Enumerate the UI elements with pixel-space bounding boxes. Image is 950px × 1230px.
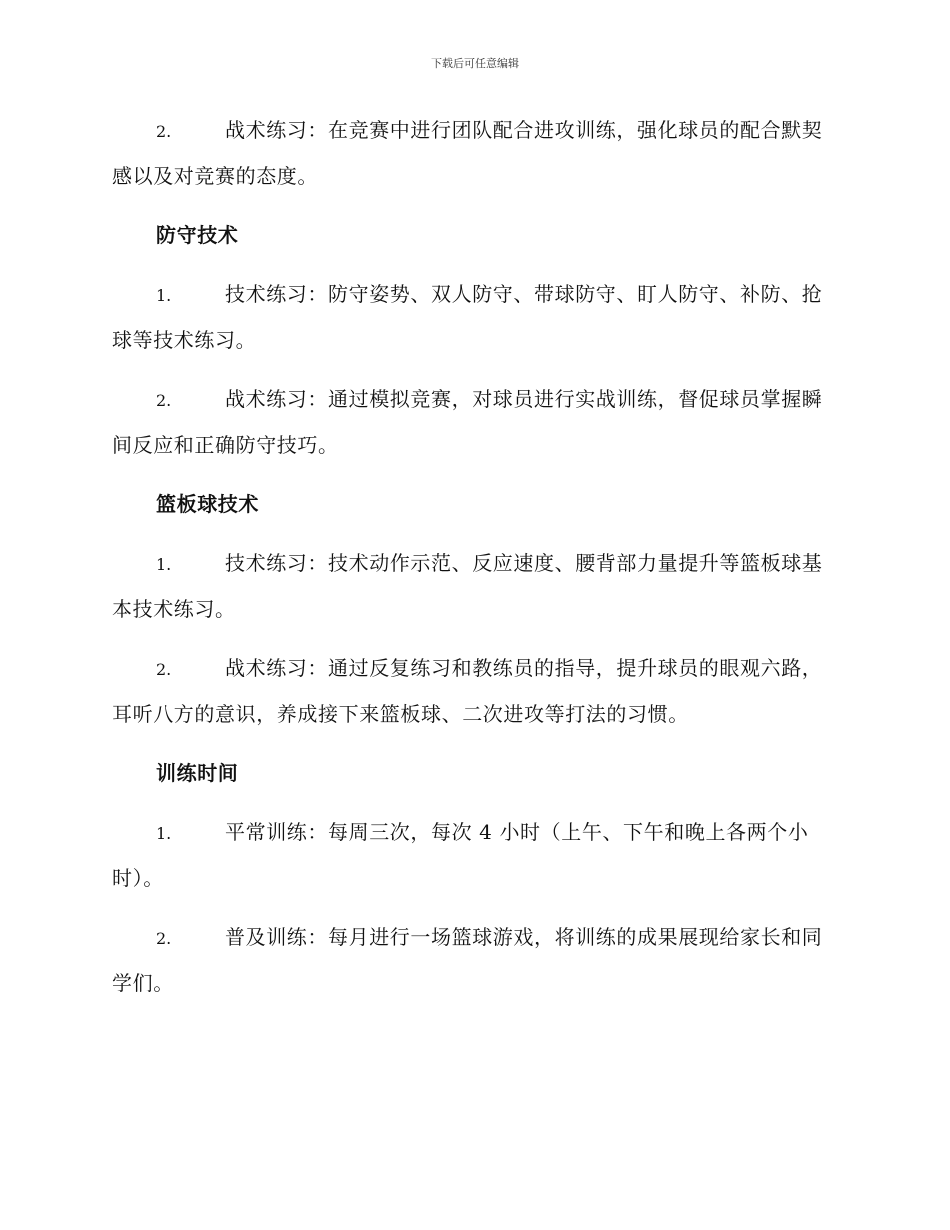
document-body <box>112 108 836 1020</box>
list-text: 战术练习：在竞赛中进行团队配合进攻训练，强化球员的配合默契感以及对竞赛的态度。 <box>112 118 823 188</box>
list-item <box>112 108 836 199</box>
list-text: 战术练习：通过反复练习和教练员的指导，提升球员的眼观六路，耳听八方的意识，养成接下来篮板球、二次进攻等打法的习惯。 <box>112 656 823 726</box>
list-item <box>112 272 836 363</box>
list-text: 战术练习：通过模拟竞赛，对球员进行实战训练，督促球员掌握瞬间反应和正确防守技巧。 <box>112 387 823 457</box>
list-text: 普及训练：每月进行一场篮球游戏，将训练的成果展现给家长和同学们。 <box>112 925 823 995</box>
list-number: 2. <box>156 929 172 948</box>
list-item <box>112 377 836 468</box>
list-item <box>112 541 836 632</box>
list-item <box>112 915 836 1006</box>
list-number: 2. <box>156 391 172 410</box>
list-number: 2. <box>156 122 172 141</box>
list-item <box>112 646 836 737</box>
list-item <box>112 810 836 901</box>
section-heading-schedule: 训练时间 <box>156 761 239 785</box>
list-number: 2. <box>156 660 172 679</box>
list-number: 1. <box>156 286 172 305</box>
list-text: 技术练习：技术动作示范、反应速度、腰背部力量提升等篮板球基本技术练习。 <box>112 551 823 621</box>
section-heading-defense: 防守技术 <box>156 223 239 247</box>
list-number: 1. <box>156 824 172 843</box>
list-number: 1. <box>156 555 172 574</box>
list-text: 平常训练：每周三次，每次 4 小时（上午、下午和晚上各两个小时）。 <box>112 820 809 890</box>
page-header: 下载后可任意编辑 <box>431 57 519 70</box>
section-heading-rebound: 篮板球技术 <box>156 492 259 516</box>
list-text: 技术练习：防守姿势、双人防守、带球防守、盯人防守、补防、抢球等技术练习。 <box>112 282 823 352</box>
